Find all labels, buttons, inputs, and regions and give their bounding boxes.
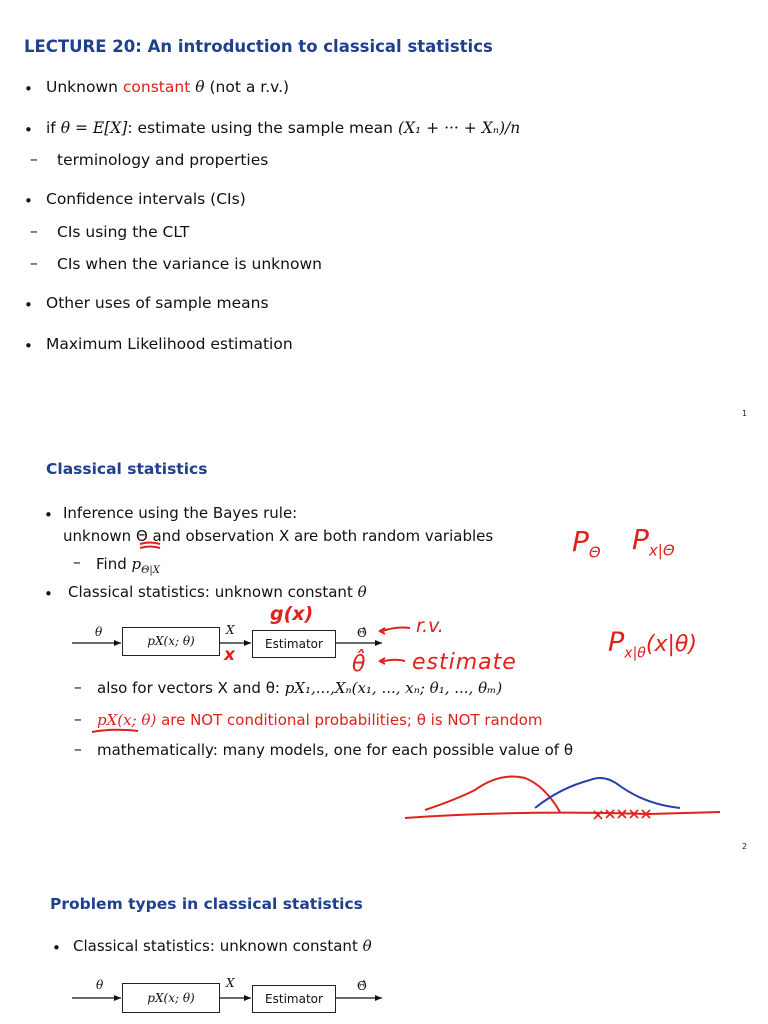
text: (x|θ)	[645, 632, 697, 657]
slide-1-sub-cis-clt: CIs using the CLT	[57, 223, 190, 241]
hw-x: x	[224, 645, 235, 665]
text: x|θ	[624, 645, 646, 662]
text: P	[632, 523, 649, 556]
arrow-head	[375, 995, 382, 1001]
diagram-theta-hat-label: Θ̂	[357, 979, 367, 993]
text: if	[46, 119, 61, 137]
dash: –	[74, 710, 82, 728]
text: (not a r.v.)	[204, 78, 290, 96]
dash: –	[74, 678, 82, 696]
dash: –	[74, 740, 82, 758]
hw-g-of-x: g(x)	[270, 603, 314, 625]
bullet-dot: •	[52, 939, 61, 957]
math-pmf: pX(x; θ)	[97, 711, 157, 729]
bullet-dot: •	[24, 192, 33, 210]
diagram-theta-label: θ	[95, 625, 103, 639]
theta-symbol: θ	[357, 583, 367, 601]
slide-2-sub-many-models: mathematically: many models, one for each possible value of θ	[97, 741, 574, 759]
diagram-x-label: X	[226, 623, 235, 637]
text: unknown	[63, 527, 136, 545]
diagram-theta-hat-label: Θ̂	[357, 626, 367, 640]
hw-estimate: estimate	[412, 650, 517, 675]
text: are NOT conditional probabilities; θ is NOT random	[156, 711, 543, 729]
bullet-dot: •	[44, 506, 53, 524]
slide-1-bullet-cis: Confidence intervals (CIs)	[46, 190, 246, 208]
diagram-theta-label: θ	[96, 978, 104, 992]
dash: –	[30, 150, 38, 168]
dash: –	[73, 553, 81, 571]
highlight-constant: constant	[122, 78, 191, 96]
diagram-x-label: X	[226, 976, 235, 990]
text: x|Θ	[648, 541, 675, 560]
bullet-dot: •	[24, 80, 33, 98]
bullet-dot: •	[24, 337, 33, 355]
text: also for vectors X and θ:	[97, 679, 285, 697]
slide-1-bullet-mle: Maximum Likelihood estimation	[46, 335, 293, 353]
hw-rv: r.v.	[416, 615, 444, 637]
math-joint-pmf: pX₁,...,Xₙ(x₁, ..., xₙ; θ₁, ..., θₘ)	[284, 679, 503, 697]
math-subscript: Θ|X	[141, 565, 160, 576]
text: P	[608, 627, 625, 658]
text: : estimate using the sample mean	[127, 119, 398, 137]
page-number: 1	[742, 409, 748, 418]
text: P	[572, 525, 589, 558]
text: Unknown	[46, 78, 123, 96]
text: and observation X are both random variables	[147, 527, 494, 545]
slide-2-title: Classical statistics	[46, 460, 208, 478]
hw-theta-hat: θ̂	[352, 652, 366, 677]
arrow-head	[244, 995, 251, 1001]
bullet-dot: •	[24, 296, 33, 314]
text: Classical statistics: unknown constant	[73, 937, 363, 955]
slide-1-bullet-other-uses: Other uses of sample means	[46, 294, 269, 312]
slide-3-title: Problem types in classical statistics	[50, 895, 363, 913]
estimator-box: Estimator	[252, 630, 336, 658]
slide-2-bullet-bayes: Inference using the Bayes rule:	[63, 504, 298, 522]
math-p: p	[131, 555, 142, 573]
estimator-box: Estimator	[252, 985, 336, 1013]
arrow-head	[114, 995, 121, 1001]
text: Θ	[588, 543, 601, 562]
text: Find	[96, 555, 132, 573]
model-box: pX(x; θ)	[122, 983, 220, 1013]
theta-symbol: θ	[190, 78, 205, 96]
dash: –	[30, 222, 38, 240]
slide-1-sub-terminology: terminology and properties	[57, 151, 269, 169]
dash: –	[30, 254, 38, 272]
model-box: pX(x; θ)	[122, 627, 220, 656]
page-number: 2	[742, 842, 748, 851]
math-expectation: θ = E[X]	[60, 119, 128, 137]
math-sample-mean: (X₁ + ··· + Xₙ)/n	[397, 119, 521, 137]
slide-1-title: LECTURE 20: An introduction to classical statistics	[24, 37, 493, 56]
text: Classical statistics: unknown constant	[68, 583, 358, 601]
bullet-dot: •	[44, 585, 53, 603]
bullet-dot: •	[24, 121, 33, 139]
slide-1-sub-cis-variance: CIs when the variance is unknown	[57, 255, 322, 273]
theta-random-symbol: Θ	[135, 527, 148, 545]
theta-symbol: θ	[362, 937, 372, 955]
